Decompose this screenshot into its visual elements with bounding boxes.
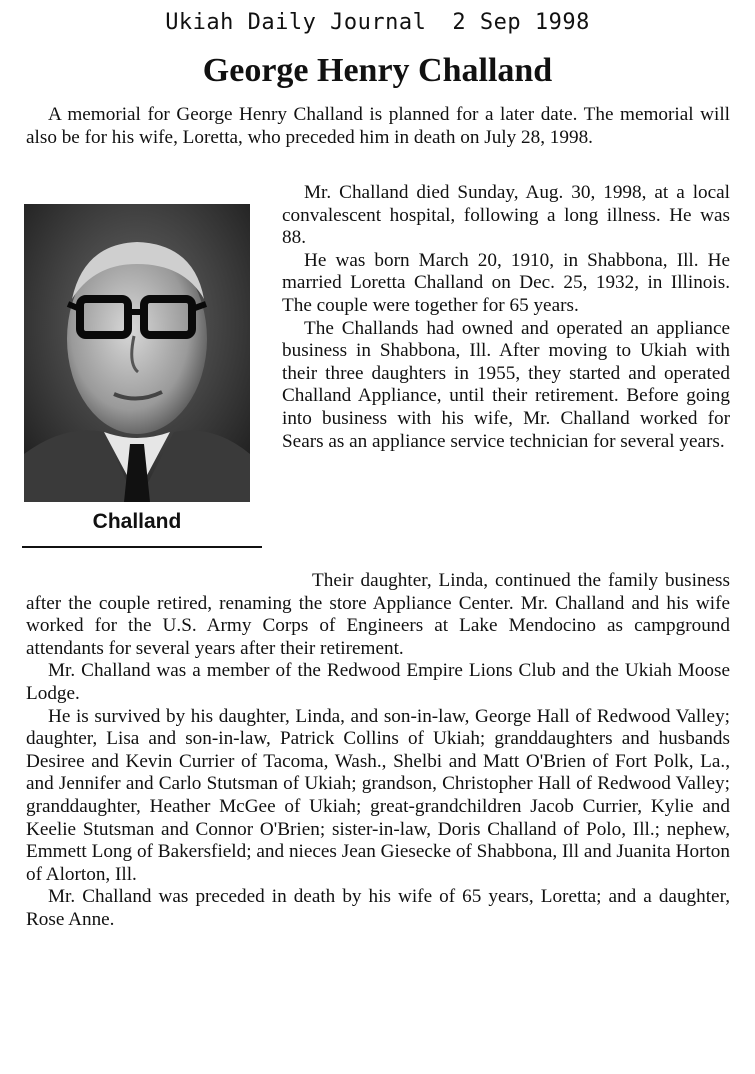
paragraph-survivors: He is survived by his daughter, Linda, and son-in-law, George Hall of Redwood Valley; daughter, Lisa and son-in-law, Patrick Collins of Ukiah; granddaughters and husbands Desiree and Kevin Currier of Tacoma, Wash., Shelbi and Matt O'Brien of Fort Polk, La., and Jennifer and Carlo Stutsman of Ukiah; grandson, Christopher Hall of Redwood Valley; granddaughter, Heather McGee of Ukiah; great-grandchildren Jacob Currier, Kylie and Keelie Stutsman and Connor O'Brien; sister-in-law, Doris Challand of Polo, Ill.; nephew, Emmett Long of Bakersfield; and nieces Jean Giesecke of Shabbona, Ill and Juanita Horton of Alorton, Ill. [26,705,730,885]
paragraph-memberships: Mr. Challand was a member of the Redwood Empire Lions Club and the Ukiah Moose Lodge. [26,660,730,704]
right-column [282,182,730,453]
paragraph-death: Mr. Challand died Sunday, Aug. 30, 1998, at a local convalescent hospital, following a long illness. He was 88. [282,182,730,249]
portrait-image [24,204,250,502]
paragraph-birth-marriage: He was born March 20, 1910, in Shabbona, Ill. He married Loretta Challand on Dec. 25, 1932, in Illinois. The couple were together for 65 years. [282,249,730,316]
masthead [0,10,755,35]
intro-block [26,104,730,149]
paragraph-business: The Challands had owned and operated an appliance business in Shabbona, Ill. After moving to Ukiah with their three daughters in 1955, they started and operated Challand Appliance, until their retirement. Before going into business with his wife, Mr. Challand worked for Sears as an appliance service technician for several years. [282,317,730,452]
publication-name: Ukiah Daily Journal [165,10,427,35]
photo-caption: Challand [92,510,182,533]
paragraph-preceded: Mr. Challand was preceded in death by his wife of 65 years, Loretta; and a daughter, Rose Anne. [26,886,730,930]
caption-divider [22,546,262,548]
portrait-photo [24,204,250,502]
obituary-headline: George Henry Challand [202,52,553,89]
paragraph-memorial: A memorial for George Henry Challand is planned for a later date. The memorial will also be for his wife, Loretta, who preceded him in death on July 28, 1998. [26,104,730,148]
paragraph-family-business: Their daughter, Linda, continued the family business after the couple retired, renaming the store Appliance Center. Mr. Challand and his wife worked for the U.S. Army Corps of Engineers at Lake Mendocino as campground attendants for several years after their retirement. [26,570,730,659]
publication-date: 2 Sep 1998 [452,10,590,35]
full-width-column [26,570,730,932]
